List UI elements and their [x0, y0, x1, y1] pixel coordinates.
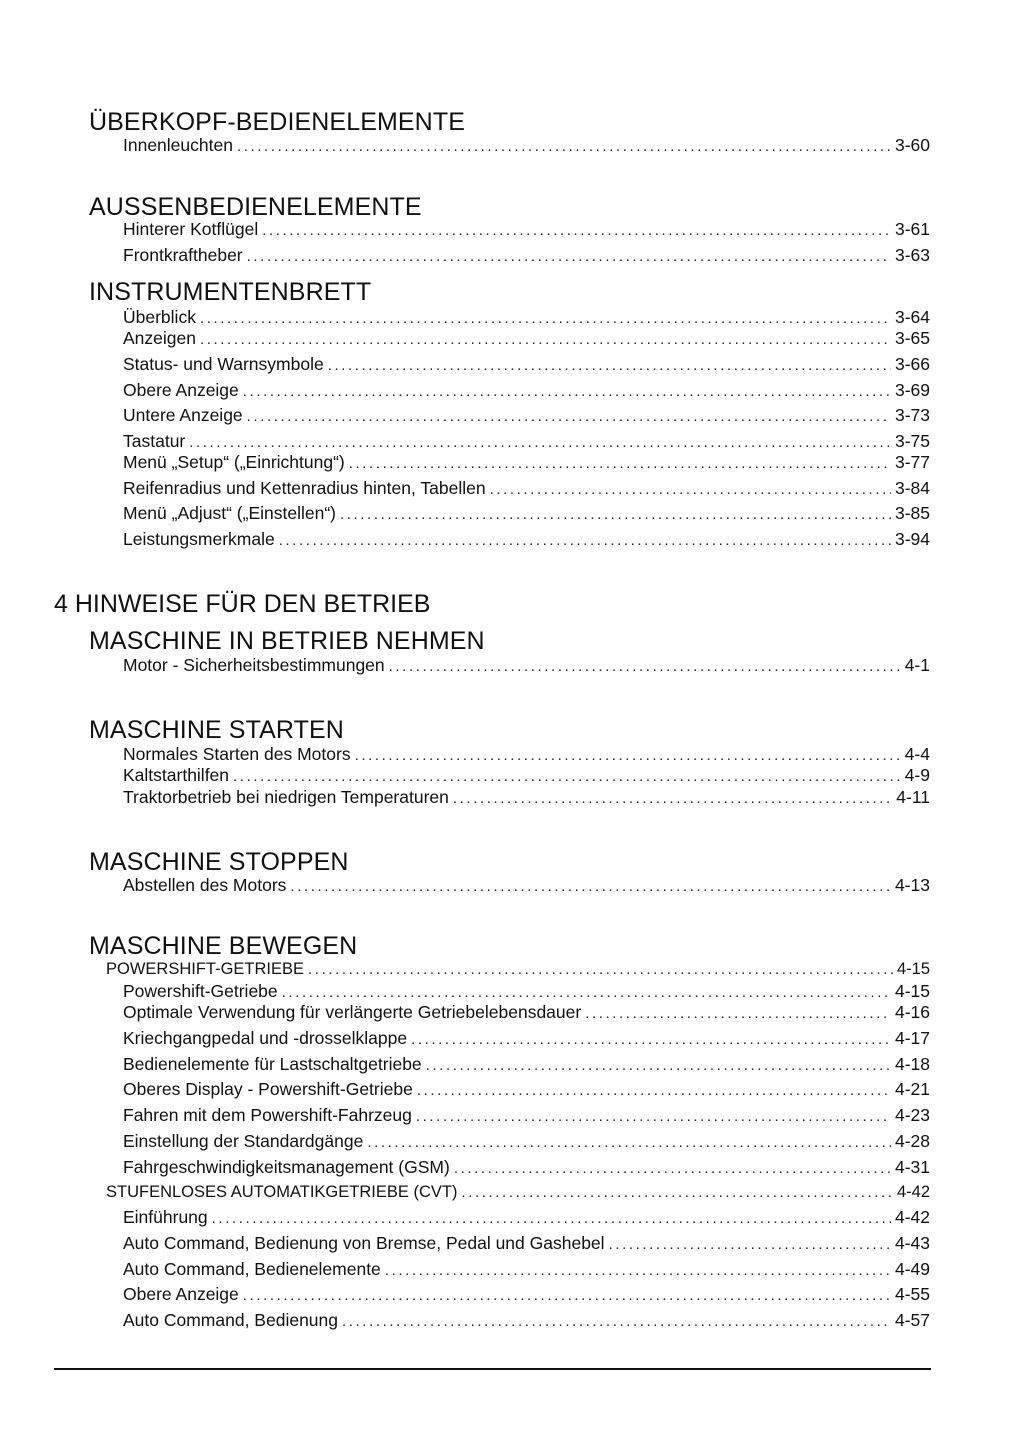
toc-entry-title: Überblick — [123, 307, 196, 327]
toc-entry-title: Innenleuchten — [123, 135, 233, 155]
toc-entry-page: 3-77 — [894, 452, 930, 472]
toc-entry-page: 4-43 — [894, 1233, 930, 1253]
toc-entry-title: Auto Command, Bedienelemente — [123, 1259, 381, 1279]
leader-dots — [461, 1182, 893, 1204]
leader-dots — [490, 479, 891, 501]
toc-entry-title: Menü „Adjust“ („Einstellen“) — [123, 503, 336, 523]
toc-entry-title: Fahrgeschwindigkeitsmanagement (GSM) — [123, 1157, 450, 1177]
leader-dots — [212, 1208, 891, 1230]
toc-entry[interactable] — [123, 477, 930, 501]
toc-entry-title: Auto Command, Bedienung — [123, 1310, 338, 1330]
toc-entry-page: 4-21 — [894, 1079, 930, 1099]
leader-dots — [243, 1285, 891, 1307]
leader-dots — [328, 355, 891, 377]
toc-entry-title: Powershift-Getriebe — [123, 981, 278, 1001]
leader-dots — [342, 1311, 891, 1333]
toc-entry-title: Auto Command, Bedienung von Bremse, Pedal und Gashebel — [123, 1233, 605, 1253]
leader-dots — [290, 876, 891, 898]
toc-entry[interactable] — [123, 1104, 930, 1128]
toc-entry-page: 3-69 — [894, 380, 930, 400]
leader-dots — [411, 1029, 891, 1051]
leader-dots — [349, 453, 891, 475]
leader-dots — [609, 1234, 891, 1256]
section-heading: MASCHINE IN BETRIEB NEHMEN — [89, 627, 485, 655]
toc-entry-title: Anzeigen — [123, 328, 196, 348]
section-heading: AUSSENBEDIENELEMENTE — [89, 193, 422, 221]
toc-entry[interactable] — [123, 764, 930, 788]
section-heading: ÜBERKOPF-BEDIENELEMENTE — [89, 108, 465, 136]
leader-dots — [416, 1106, 891, 1128]
toc-entry-title: Status- und Warnsymbole — [123, 354, 324, 374]
toc-entry-title: Oberes Display - Powershift-Getriebe — [123, 1079, 413, 1099]
leader-dots — [247, 406, 891, 428]
toc-entry[interactable] — [123, 1283, 930, 1307]
toc-entry[interactable] — [123, 353, 930, 377]
toc-entry-title: Traktorbetrieb bei niedrigen Temperaturen — [123, 787, 449, 807]
toc-entry-page: 4-18 — [894, 1054, 930, 1074]
toc-entry-page: 4-42 — [894, 1207, 930, 1227]
section-heading: MASCHINE STOPPEN — [89, 848, 349, 876]
toc-entry[interactable] — [123, 1001, 930, 1025]
toc-entry[interactable] — [123, 1232, 930, 1256]
toc-entry-title: Frontkraftheber — [123, 245, 243, 265]
toc-entry-title: POWERSHIFT-GETRIEBE — [106, 960, 305, 978]
toc-entry-page: 4-9 — [904, 765, 930, 785]
toc-entry-title: Einführung — [123, 1207, 208, 1227]
toc-entry-title: Fahren mit dem Powershift-Fahrzeug — [123, 1105, 412, 1125]
toc-entry[interactable] — [123, 1078, 930, 1102]
toc-entry-page: 4-57 — [894, 1310, 930, 1330]
leader-dots — [453, 788, 892, 810]
toc-entry-page: 3-60 — [894, 135, 930, 155]
toc-entry-page: 4-28 — [894, 1131, 930, 1151]
toc-entry[interactable] — [123, 874, 930, 898]
toc-entry-title: Kriechgangpedal und -drosselklappe — [123, 1028, 408, 1048]
toc-entry[interactable] — [123, 218, 930, 242]
toc-entry-title: Normales Starten des Motors — [123, 744, 351, 764]
leader-dots — [340, 504, 891, 526]
toc-entry[interactable] — [123, 1027, 930, 1051]
toc-subsection-entry[interactable] — [106, 1181, 930, 1204]
toc-entry-title: Leistungsmerkmale — [123, 529, 275, 549]
leader-dots — [243, 381, 891, 403]
leader-dots — [426, 1055, 891, 1077]
toc-entry[interactable] — [123, 404, 930, 428]
toc-entry[interactable] — [123, 244, 930, 268]
toc-entry-title: Tastatur — [123, 431, 186, 451]
leader-dots — [233, 766, 901, 788]
toc-entry-title: Hinterer Kotflügel — [123, 219, 259, 239]
toc-entry-page: 4-42 — [896, 1183, 930, 1201]
leader-dots — [385, 1260, 891, 1282]
toc-entry-title: Einstellung der Standardgänge — [123, 1131, 364, 1151]
toc-entry-page: 4-49 — [894, 1259, 930, 1279]
toc-entry[interactable] — [123, 1156, 930, 1180]
toc-entry[interactable] — [123, 786, 930, 810]
toc-entry-page: 4-4 — [904, 744, 930, 764]
toc-entry-page: 4-13 — [894, 875, 930, 895]
section-heading: MASCHINE STARTEN — [89, 716, 344, 744]
toc-entry-page: 3-61 — [894, 219, 930, 239]
leader-dots — [200, 329, 891, 351]
toc-subsection-entry[interactable] — [106, 958, 930, 981]
toc-entry-page: 4-16 — [894, 1002, 930, 1022]
section-heading: MASCHINE BEWEGEN — [89, 932, 358, 960]
leader-dots — [585, 1003, 891, 1025]
leader-dots — [279, 530, 891, 552]
toc-entry-title: Untere Anzeige — [123, 405, 243, 425]
toc-entry[interactable] — [123, 1258, 930, 1282]
toc-entry-title: STUFENLOSES AUTOMATIKGETRIEBE (CVT) — [106, 1183, 458, 1201]
toc-entry-title: Menü „Setup“ („Einrichtung“) — [123, 452, 345, 472]
toc-entry[interactable] — [123, 451, 930, 475]
toc-entry[interactable] — [123, 134, 930, 158]
toc-entry-title: Motor - Sicherheitsbestimmungen — [123, 655, 385, 675]
toc-entry[interactable] — [123, 1206, 930, 1230]
toc-entry-page: 3-65 — [894, 328, 930, 348]
toc-entry-page: 4-17 — [894, 1028, 930, 1048]
toc-entry-title: Bedienelemente für Lastschaltgetriebe — [123, 1054, 422, 1074]
toc-entry-page: 4-31 — [894, 1157, 930, 1177]
toc-entry-page: 3-85 — [894, 503, 930, 523]
toc-entry-page: 3-84 — [894, 478, 930, 498]
leader-dots — [367, 1132, 891, 1154]
toc-entry-page: 4-1 — [904, 655, 930, 675]
leader-dots — [389, 656, 901, 678]
toc-entry[interactable] — [123, 528, 930, 552]
toc-entry[interactable] — [123, 379, 930, 403]
toc-entry-page: 4-23 — [894, 1105, 930, 1125]
toc-entry-page: 3-73 — [894, 405, 930, 425]
toc-entry[interactable] — [123, 1130, 930, 1154]
toc-entry[interactable] — [123, 502, 930, 526]
toc-entry[interactable] — [123, 327, 930, 351]
leader-dots — [417, 1080, 891, 1102]
leader-dots — [237, 136, 891, 158]
chapter-heading: 4 HINWEISE FÜR DEN BETRIEB — [54, 590, 431, 618]
toc-entry-title: Kaltstarthilfen — [123, 765, 230, 785]
toc-entry-page: 4-55 — [894, 1284, 930, 1304]
toc-entry-page: 3-63 — [894, 245, 930, 265]
toc-entry[interactable] — [123, 1053, 930, 1077]
toc-entry-title: Reifenradius und Kettenradius hinten, Tabellen — [123, 478, 486, 498]
leader-dots — [262, 220, 891, 242]
toc-entry-title: Abstellen des Motors — [123, 875, 287, 895]
toc-entry[interactable] — [123, 654, 930, 678]
toc-entry-page: 3-75 — [894, 431, 930, 451]
toc-entry-page: 3-64 — [894, 307, 930, 327]
leader-dots — [247, 246, 891, 268]
leader-dots — [308, 959, 893, 981]
toc-entry-page: 4-15 — [894, 981, 930, 1001]
section-heading: INSTRUMENTENBRETT — [89, 278, 372, 306]
toc-entry-title: Obere Anzeige — [123, 1284, 239, 1304]
toc-entry-page: 3-94 — [894, 529, 930, 549]
toc-entry-page: 3-66 — [894, 354, 930, 374]
toc-entry-page: 4-11 — [896, 787, 930, 807]
toc-entry-title: Optimale Verwendung für verlängerte Getriebelebensdauer — [123, 1002, 582, 1022]
toc-entry[interactable] — [123, 1309, 930, 1333]
leader-dots — [454, 1158, 891, 1180]
footer-rule — [54, 1368, 931, 1370]
toc-entry-title: Obere Anzeige — [123, 380, 239, 400]
toc-entry-page: 4-15 — [896, 960, 930, 978]
